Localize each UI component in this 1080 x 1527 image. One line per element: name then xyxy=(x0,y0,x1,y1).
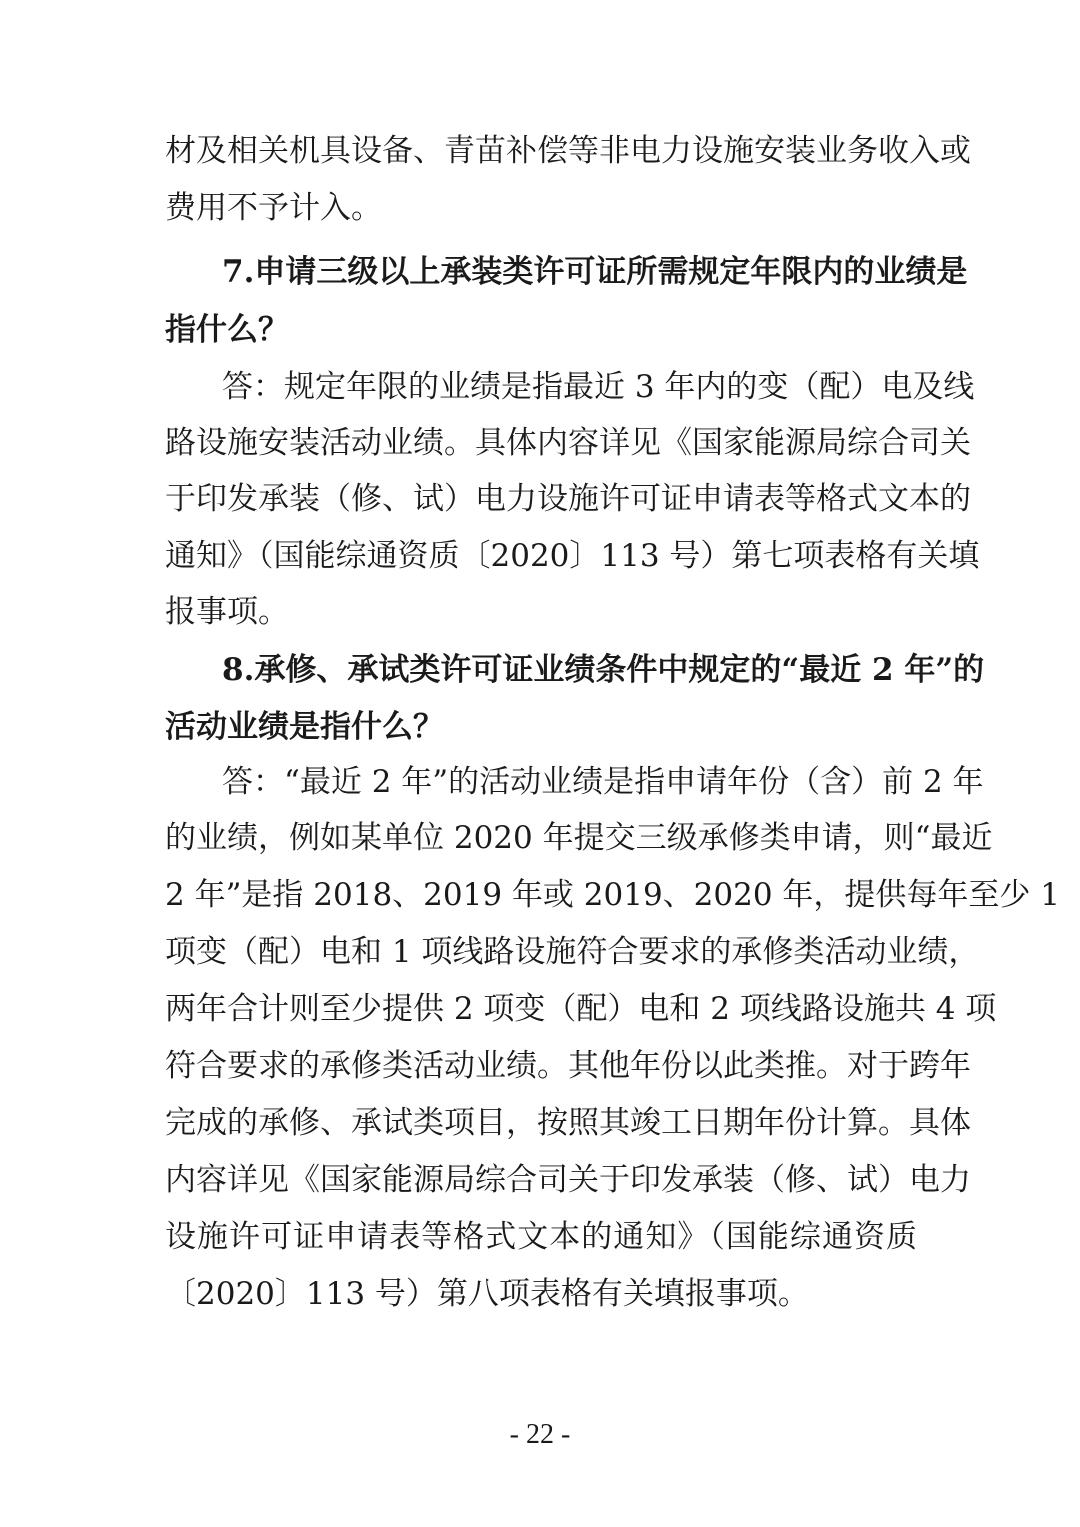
body-text-line: 费用不予计入。 xyxy=(165,190,382,226)
answer-8-text-line: 项变（配）电和 1 项线路设施符合要求的承修类活动业绩， xyxy=(165,934,980,970)
question-8-heading: 8.承修、承试类许可证业绩条件中规定的“最近 2 年”的 xyxy=(222,652,985,688)
question-7-heading-continued: 指什么？ xyxy=(165,312,289,348)
question-7-heading: 7.申请三级以上承装类许可证所需规定年限内的业绩是 xyxy=(222,254,968,290)
answer-8-text-line: 内容详见《国家能源局综合司关于印发承装（修、试）电力 xyxy=(165,1162,971,1198)
answer-8-text-line: 答：“最近 2 年”的活动业绩是指申请年份（含）前 2 年 xyxy=(222,764,984,800)
page-number: - 22 - xyxy=(509,1419,571,1450)
answer-7-text-line: 报事项。 xyxy=(165,594,289,630)
answer-8-text-line: 设施许可证申请表等格式文本的通知》（国能综通资质 xyxy=(165,1219,917,1255)
answer-7-text-line: 通知》（国能综通资质〔2020〕113 号）第七项表格有关填 xyxy=(165,538,980,574)
answer-8-text-line: 两年合计则至少提供 2 项变（配）电和 2 项线路设施共 4 项 xyxy=(165,991,997,1027)
answer-7-text-line: 答：规定年限的业绩是指最近 3 年内的变（配）电及线 xyxy=(222,369,975,405)
answer-8-text-line: 2 年”是指 2018、2019 年或 2019、2020 年，提供每年至少 1 xyxy=(165,877,1060,913)
answer-8-text-line: 〔2020〕113 号）第八项表格有关填报事项。 xyxy=(165,1276,809,1312)
question-8-heading-continued: 活动业绩是指什么？ xyxy=(165,709,444,745)
answer-7-text-line: 路设施安装活动业绩。具体内容详见《国家能源局综合司关 xyxy=(165,425,971,461)
answer-8-text-line: 符合要求的承修类活动业绩。其他年份以此类推。对于跨年 xyxy=(165,1048,971,1084)
body-text-line: 材及相关机具设备、青苗补偿等非电力设施安装业务收入或 xyxy=(165,133,971,169)
answer-7-text-line: 于印发承装（修、试）电力设施许可证申请表等格式文本的 xyxy=(165,481,971,517)
answer-8-text-line: 的业绩，例如某单位 2020 年提交三级承修类申请，则“最近 xyxy=(165,820,993,856)
answer-8-text-line: 完成的承修、承试类项目，按照其竣工日期年份计算。具体 xyxy=(165,1105,971,1141)
